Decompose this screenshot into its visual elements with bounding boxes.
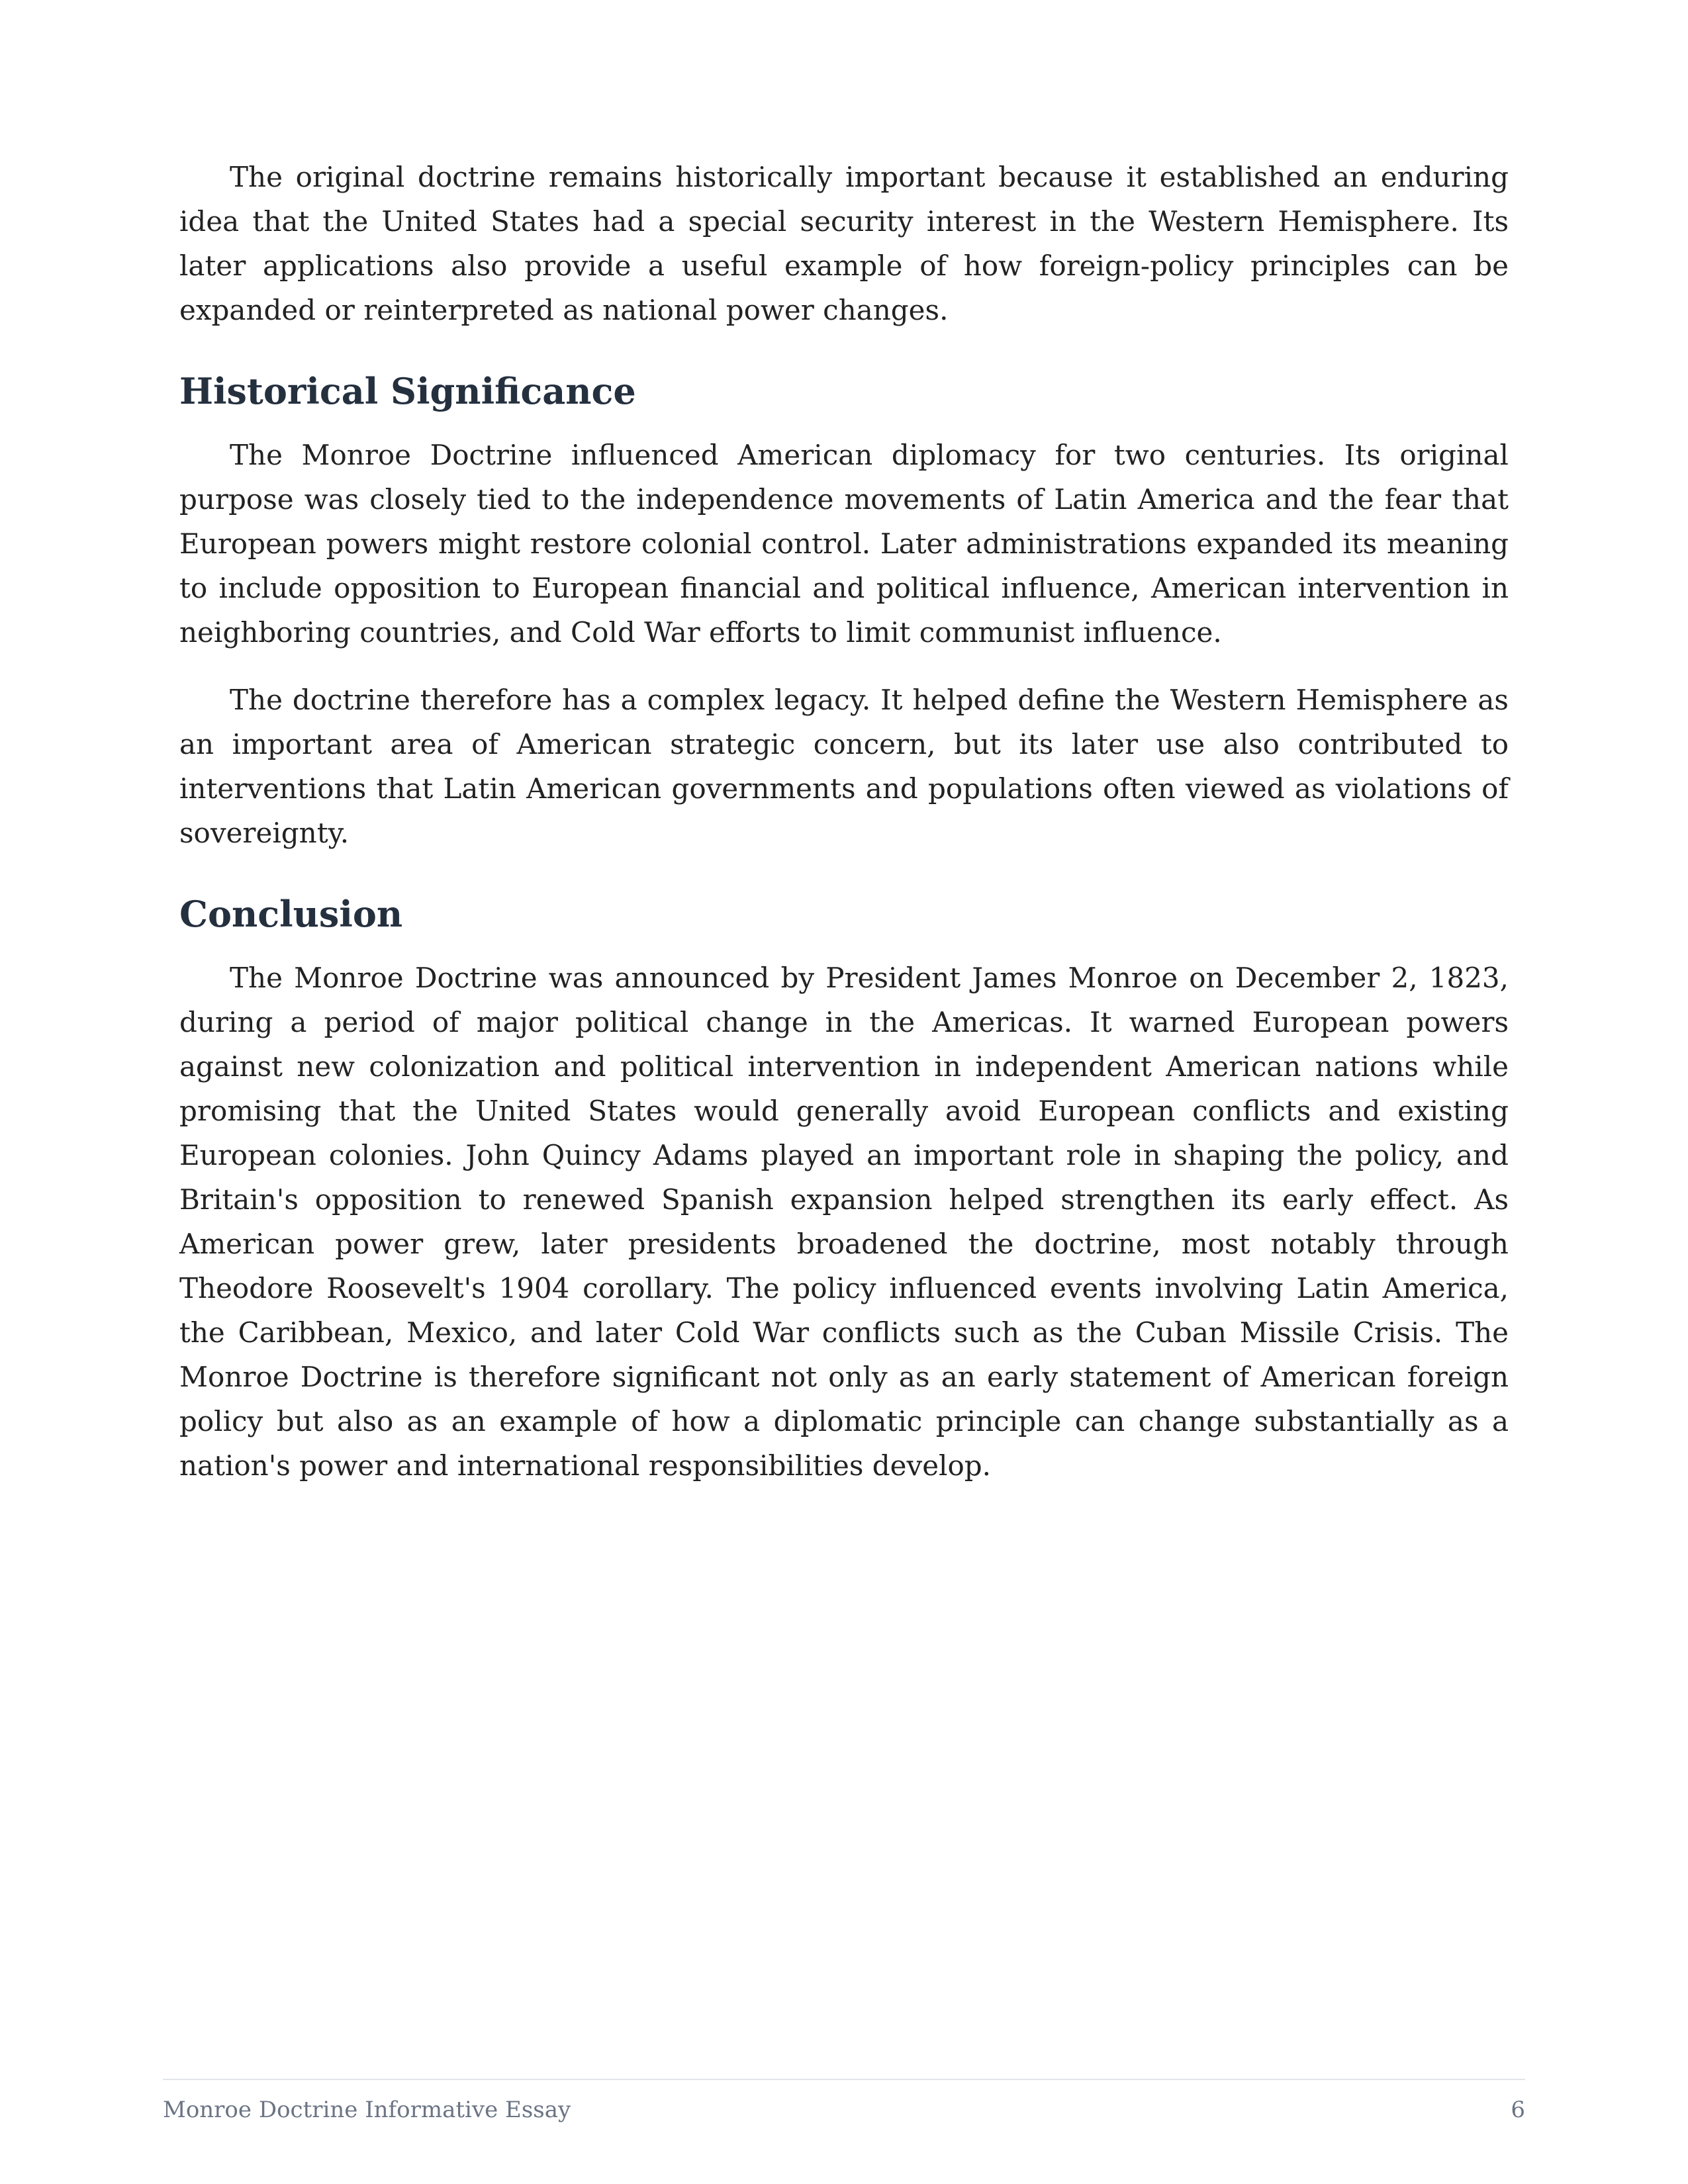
section-heading-conclusion: Conclusion <box>179 893 403 935</box>
footer-document-title: Monroe Doctrine Informative Essay <box>163 2097 571 2123</box>
body-paragraph: The Monroe Doctrine was announced by President James Monroe on December 2, 1823, during a period of major political change in the Americas. It warned European powers against new colonization and political intervention in independent American nations while promising that the United States would generally avoid European conflicts and existing European colonies. John Quincy Adams played an important role in shaping the policy, and Britain's opposition to renewed Spanish expansion helped strengthen its early effect. As American power grew, later presidents broadened the doctrine, most notably through Theodore Roosevelt's 1904 corollary. The policy influenced events involving Latin America, the Caribbean, Mexico, and later Cold War conflicts such as the Cuban Missile Crisis. The Monroe Doctrine is therefore significant not only as an early statement of American foreign policy but also as an example of how a diplomatic principle can change substantially as a nation's power and international responsibilities develop. <box>179 962 1509 1482</box>
page-content <box>179 155 1509 1488</box>
footer-page-number: 6 <box>1511 2097 1525 2123</box>
section-heading-historical-significance: Historical Significance <box>179 370 636 412</box>
body-paragraph: The doctrine therefore has a complex legacy. It helped define the Western Hemisphere as an important area of American strategic concern, but its later use also contributed to interventions that Latin American governments and populations often viewed as violations of sovereignty. <box>179 684 1509 849</box>
body-paragraph: The Monroe Doctrine influenced American diplomacy for two centuries. Its original purpose was closely tied to the independence movements of Latin America and the fear that European powers might restore colonial control. Later administrations expanded its meaning to include opposition to European financial and political influence, American intervention in neighboring countries, and Cold War efforts to limit communist influence. <box>179 439 1509 649</box>
page-footer <box>163 2079 1525 2123</box>
body-paragraph: The original doctrine remains historically important because it established an enduring idea that the United States had a special security interest in the Western Hemisphere. Its later applications also provide a useful example of how foreign-policy principles can be expanded or reinterpreted as national power changes. <box>179 161 1509 326</box>
